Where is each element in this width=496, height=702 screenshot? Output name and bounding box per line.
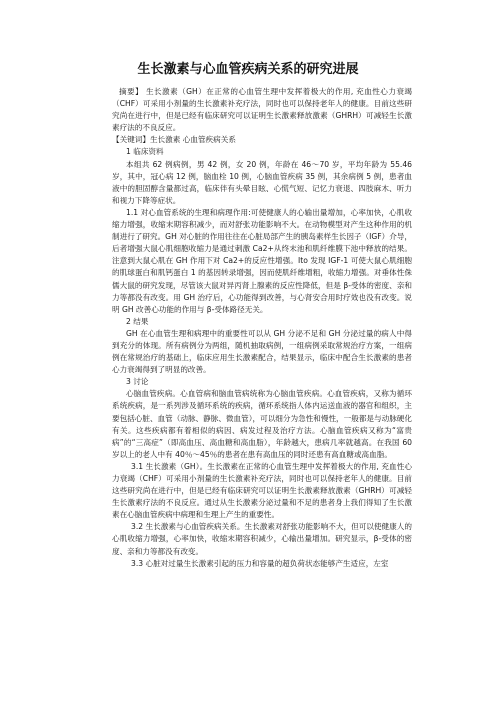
paragraph: 3.2 生长激素与心血管疾病关系。生长激素对舒张功能影响不大，但可以使健康人的心肌收缩力增强，心率加快，收缩末期容积减少，心输出量增加。研究显示，β-受体的密度、亲和力等都没有改变。: [112, 522, 412, 556]
paragraph: 3.3 心脏对过量生长激素引起的压力和容量的超负荷状态能够产生适应，左室: [131, 558, 389, 568]
paragraph: GH 在心血管生理和病理中的重要性可以从 GH 分泌不足和 GH 分泌过量的病人中得到充分的体现。所有病例分为两组，随机抽取病例，一组病例采取常规治疗方案，一组病例在常规治疗的基础上，临床应用生长激素配合，结果显示，临床中配合生长激素的患者心力衰竭得到了明显的改善。: [112, 328, 412, 375]
paragraph: 1.1 对心血管系统的生理和病理作用:可使健康人的心输出量增加，心率加快，心肌收缩力增强，收缩末期容积减少，而对舒张功能影响不大。在动物模型对产生这种作用的机制进行了研究。GH 对心脏的作用往往在心脏局部产生的胰岛素样生长因子（IGF）介导，后者增强大鼠心肌细胞收缩力是通过刺激 Ca2+从终末池和肌纤维膜下池中释放的结果。注意到大鼠心肌在 GH 作用下对 Ca2+的反应性增强。Ito 发现 IGF-1 可使大鼠心肌细胞的肌球蛋白和肌钙蛋白 1 的基因转录增强，因而使肌纤维增粗，收缩力增强。对垂体性侏儒大鼠的研究发现，尽管该大鼠对异丙肾上腺素的反应性降低，但是 β-受体的密度、亲和力等都没有改变。用 GH 治疗后，心功能得到改善，与心肾安合用时疗效也没有改变。说明 GH 改善心功能的作用与 β-受体路径无关。: [112, 207, 412, 314]
paragraph: 心脑血管疾病。心血管病和脑血管病统称为心脑血管疾病。心血管疾病，又称为循环系统疾病，是一系列涉及循环系统的疾病，循环系统指人体内运送血液的器官和组织，主要包括心脏、血管（动脉、静脉、微血管），可以细分为急性和慢性，一般都是与动脉硬化有关。这些疾病都有着相似的病因、病发过程及治疗方法。心脑血管疾病又称为“富贵病”的“三高症”（即高血压、高血糖和高血脂），年龄越大，患病几率就越高。在我国 60 岁以上的老人中有 40％～45％的患者在患有高血压的同时还患有高血糖或高血脂。: [112, 389, 412, 459]
paragraph: 3 讨论: [126, 377, 149, 387]
paragraph: 摘要】 生长激素（GH）在正常的心血管生理中发挥着极大的作用, 充血性心力衰竭（CHF）可采用小剂量的生长激素补充疗法，同时也可以保持老年人的健康。目前这些研究尚在进行中，但是已经有临床研究可以证明生长激素释放激素（GHRH）可减轻生长激素疗法的不良反应。: [112, 87, 412, 133]
article-body: [112, 86, 412, 570]
paragraph: 1 临床资料: [126, 147, 164, 157]
paragraph: 【关键词】生长激素 心血管疾病关系: [112, 135, 236, 145]
paragraph: 3.1 生长激素（GH）。生长激素在正常的心血管生理中发挥着极大的作用, 充血性心力衰竭（CHF）可采用小剂量的生长激素补充疗法，同时也可以保持老年人的健康。目前这些研究尚在进行中，但是已经有临床研究可以证明生长激素释放激素（GHRH）可减轻生长激素疗法的不良反应。通过从生长激素分泌过量和不足的患者身上我们得知了生长激素在心脑血管疾病中病理和生理上产生的重要性。: [112, 461, 412, 520]
page-title: 生长激素与心血管疾病关系的研究进展: [137, 62, 359, 77]
paragraph: 本组共 62 例病例，男 42 例，女 20 例，年龄在 46～70 岁，平均年龄为 55.46 岁，其中，冠心病 12 例，脑血栓 10 例，心脑血管疾病 35 例，其余病例 5 例，患者血液中的胆固醇含量都过高，临床伴有头晕目眩、心慌气短、记忆力衰退、四肢麻木、听力和视力下降等症状。: [112, 159, 412, 205]
paragraph: 2 结果: [126, 316, 149, 326]
